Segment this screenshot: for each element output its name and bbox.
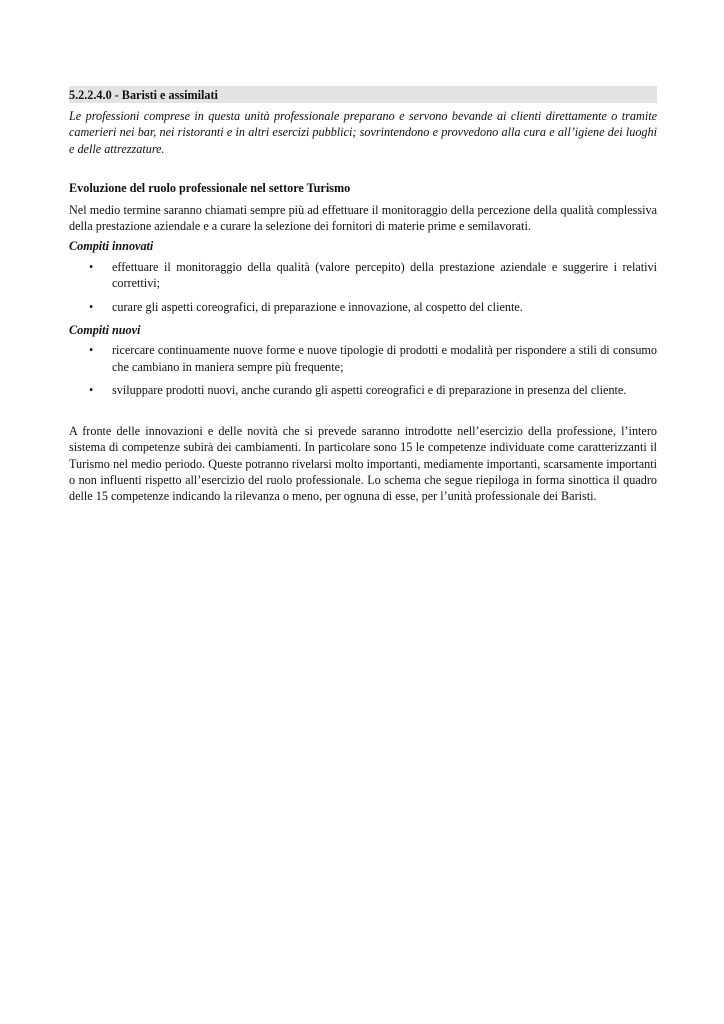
list-item — [69, 342, 657, 375]
list-item — [69, 259, 657, 292]
intro-paragraph: Le professioni comprese in questa unità professionale preparano e servono bevande ai clienti direttamente o tramite camerieri nei bar, nei ristoranti e in altri esercizi pubblici; sovrintendono e provvedono alla cura e all’igiene dei luoghi e delle attrezzature. — [69, 109, 657, 156]
bullet-icon: • — [89, 299, 94, 314]
bullet-icon: • — [89, 343, 94, 358]
closing-paragraph: A fronte delle innovazioni e delle novità che si prevede saranno introdotte nell’esercizio della professione, l’intero sistema di competenze subirà dei cambiamenti. In particolare sono 15 le competenze individuate come caratterizzanti il Turismo nel medio periodo. Queste potranno rivelarsi molto importanti, mediamente importanti, scarsamente importanti o non influenti rispetto all’esercizio del ruolo professionale. Lo schema che segue riepiloga in forma sinottica il quadro delle 15 competenze indicando la rilevanza o meno, per ognuna di esse, per l’unità professionale dei Baristi. — [69, 423, 657, 504]
list-item-text: ricercare continuamente nuove forme e nuove tipologie di prodotti e modalità per rispondere a stili di consumo che cambiano in maniera sempre più frequente; — [112, 343, 657, 374]
list-item-text: sviluppare prodotti nuovi, anche curando gli aspetti coreografici e di preparazione in presenza del cliente. — [112, 383, 627, 398]
document-page — [69, 86, 657, 505]
bullet-icon: • — [89, 259, 94, 274]
list-item — [69, 299, 657, 315]
bullet-icon: • — [89, 383, 94, 398]
list-item-text: effettuare il monitoraggio della qualità (valore percepito) della prestazione aziendale e suggerire i relativi correttivi; — [112, 259, 657, 291]
innovated-tasks-list — [69, 259, 657, 315]
section-title: 5.2.2.4.0 - Baristi e assimilati — [69, 86, 657, 103]
evolution-paragraph: Nel medio termine saranno chiamati sempre più ad effettuare il monitoraggio della percezione della qualità complessiva della prestazione aziendale e a curare la selezione dei fornitori di materie prime e semilavorati. — [69, 202, 657, 234]
new-tasks-list — [69, 342, 657, 398]
list-item — [69, 382, 657, 398]
new-tasks-heading: Compiti nuovi — [69, 323, 141, 338]
evolution-heading: Evoluzione del ruolo professionale nel settore Turismo — [69, 181, 351, 196]
list-item-text: curare gli aspetti coreografici, di preparazione e innovazione, al cospetto del cliente. — [112, 299, 523, 314]
innovated-tasks-heading: Compiti innovati — [69, 239, 154, 254]
